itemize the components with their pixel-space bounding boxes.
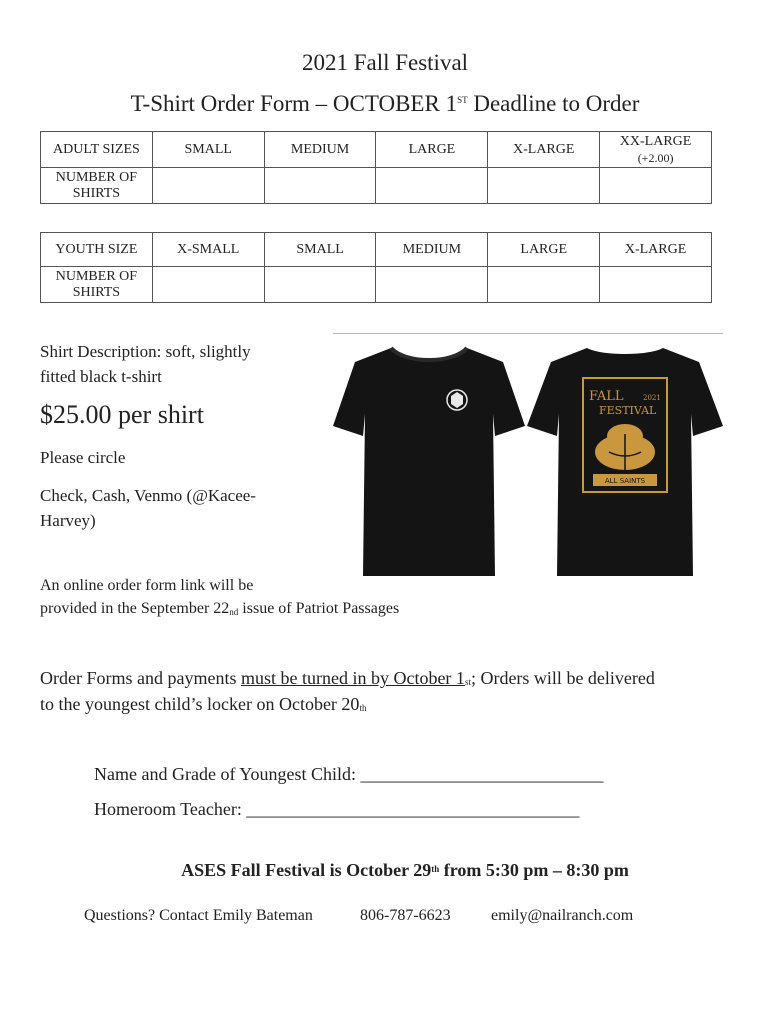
event-sup: th	[431, 864, 440, 874]
deadline-sup2: th	[359, 703, 367, 713]
festival-logo-bottom: FESTIVAL	[599, 404, 657, 417]
online-note-sup: nd	[229, 607, 239, 617]
adult-col-xxlarge	[600, 132, 712, 168]
deadline-underlined: must be turned in by October 1	[240, 668, 465, 688]
youth-sizes-table	[40, 232, 712, 303]
shirt-front-image	[333, 340, 525, 580]
form-title	[0, 91, 770, 117]
festival-logo-year: 2021	[643, 394, 661, 402]
contact-phone[interactable]: 806-787-6623	[360, 907, 451, 924]
youth-count-large[interactable]	[488, 267, 600, 303]
event-post: from 5:30 pm – 8:30 pm	[439, 860, 629, 880]
adult-count-xlarge[interactable]	[488, 168, 600, 204]
adult-count-label-line2: SHIRTS	[72, 185, 121, 201]
event-announcement	[0, 860, 770, 881]
youth-col-small: SMALL	[264, 233, 376, 267]
shirt-price: $25.00 per shirt	[40, 400, 204, 429]
youth-col-medium: MEDIUM	[376, 233, 488, 267]
child-name-label: Name and Grade of Youngest Child:	[94, 764, 361, 784]
online-order-note-line2	[40, 597, 399, 620]
adult-count-large[interactable]	[376, 168, 488, 204]
youth-count-small[interactable]	[264, 267, 376, 303]
shirt-description-line1: Shirt Description: soft, slightly	[40, 342, 251, 361]
form-title-text: T-Shirt Order Form – OCTOBER 1	[130, 91, 458, 116]
youth-count-label-line2: SHIRTS	[72, 284, 121, 300]
online-note-post: issue of Patriot Passages	[238, 600, 400, 617]
deadline-post: ; Orders will be delivered	[470, 668, 655, 688]
contact-label: Questions? Contact Emily Bateman	[84, 907, 313, 924]
adult-sizes-label: ADULT SIZES	[41, 132, 153, 168]
adult-count-label	[41, 168, 153, 204]
online-order-note	[40, 574, 399, 620]
deadline-note	[40, 665, 740, 717]
child-name-blank[interactable]: ___________________________	[360, 764, 604, 784]
adult-count-row	[41, 168, 712, 204]
form-year-title: 2021 Fall Festival	[301, 50, 469, 75]
festival-banner-text: ALL SAINTS	[604, 477, 646, 485]
homeroom-teacher-label: Homeroom Teacher:	[94, 799, 247, 819]
adult-col-xlarge: X-LARGE	[488, 132, 600, 168]
youth-col-large: LARGE	[488, 233, 600, 267]
deadline-sup1: st	[464, 677, 471, 687]
deadline-pre: Order Forms and payments	[40, 668, 241, 688]
adult-sizes-table	[40, 131, 712, 204]
festival-logo-top: FALL	[589, 389, 624, 404]
payment-options-line2: Harvey)	[40, 511, 96, 530]
adult-header-row	[41, 132, 712, 168]
youth-header-row	[41, 233, 712, 267]
adult-xxl-note: (+2.00)	[637, 150, 674, 165]
payment-options[interactable]	[40, 483, 256, 533]
payment-options-line1: Check, Cash, Venmo (@Kacee-	[40, 486, 256, 505]
adult-count-medium[interactable]	[264, 168, 376, 204]
event-pre: ASES Fall Festival is October 29	[181, 860, 432, 880]
form-title-sup: ST	[457, 95, 468, 105]
deadline-note-line2	[40, 691, 740, 717]
adult-count-label-line1: NUMBER OF	[55, 169, 138, 185]
deadline-note-line1	[40, 665, 740, 691]
youth-count-row	[41, 267, 712, 303]
youth-sizes-label: YOUTH SIZE	[41, 233, 153, 267]
adult-count-xxlarge[interactable]	[600, 168, 712, 204]
shirt-divider	[333, 333, 723, 334]
child-name-field[interactable]	[94, 764, 603, 785]
adult-count-small[interactable]	[152, 168, 264, 204]
youth-count-xlarge[interactable]	[600, 267, 712, 303]
youth-col-xsmall: X-SMALL	[152, 233, 264, 267]
youth-count-medium[interactable]	[376, 267, 488, 303]
homeroom-teacher-blank[interactable]: _____________________________________	[246, 799, 580, 819]
shirt-back-image	[527, 340, 723, 580]
adult-xxl-label: XX-LARGE	[619, 133, 692, 149]
homeroom-teacher-field[interactable]	[94, 799, 579, 820]
online-note-pre: provided in the September 22	[40, 600, 230, 617]
adult-col-small: SMALL	[152, 132, 264, 168]
adult-col-large: LARGE	[376, 132, 488, 168]
contact-email[interactable]: emily@nailranch.com	[491, 907, 634, 924]
youth-count-label	[41, 267, 153, 303]
shirt-description-line2: fitted black t-shirt	[40, 367, 162, 386]
deadline-line2-text: to the youngest child’s locker on October 20	[40, 694, 360, 714]
youth-col-xlarge: X-LARGE	[600, 233, 712, 267]
shirt-description	[40, 339, 251, 389]
online-order-note-line1: An online order form link will be	[40, 577, 254, 594]
youth-count-label-line1: NUMBER OF	[55, 268, 138, 284]
adult-col-medium: MEDIUM	[264, 132, 376, 168]
youth-count-xsmall[interactable]	[152, 267, 264, 303]
form-title-suffix: Deadline to Order	[467, 91, 640, 116]
payment-prompt: Please circle	[40, 448, 126, 467]
